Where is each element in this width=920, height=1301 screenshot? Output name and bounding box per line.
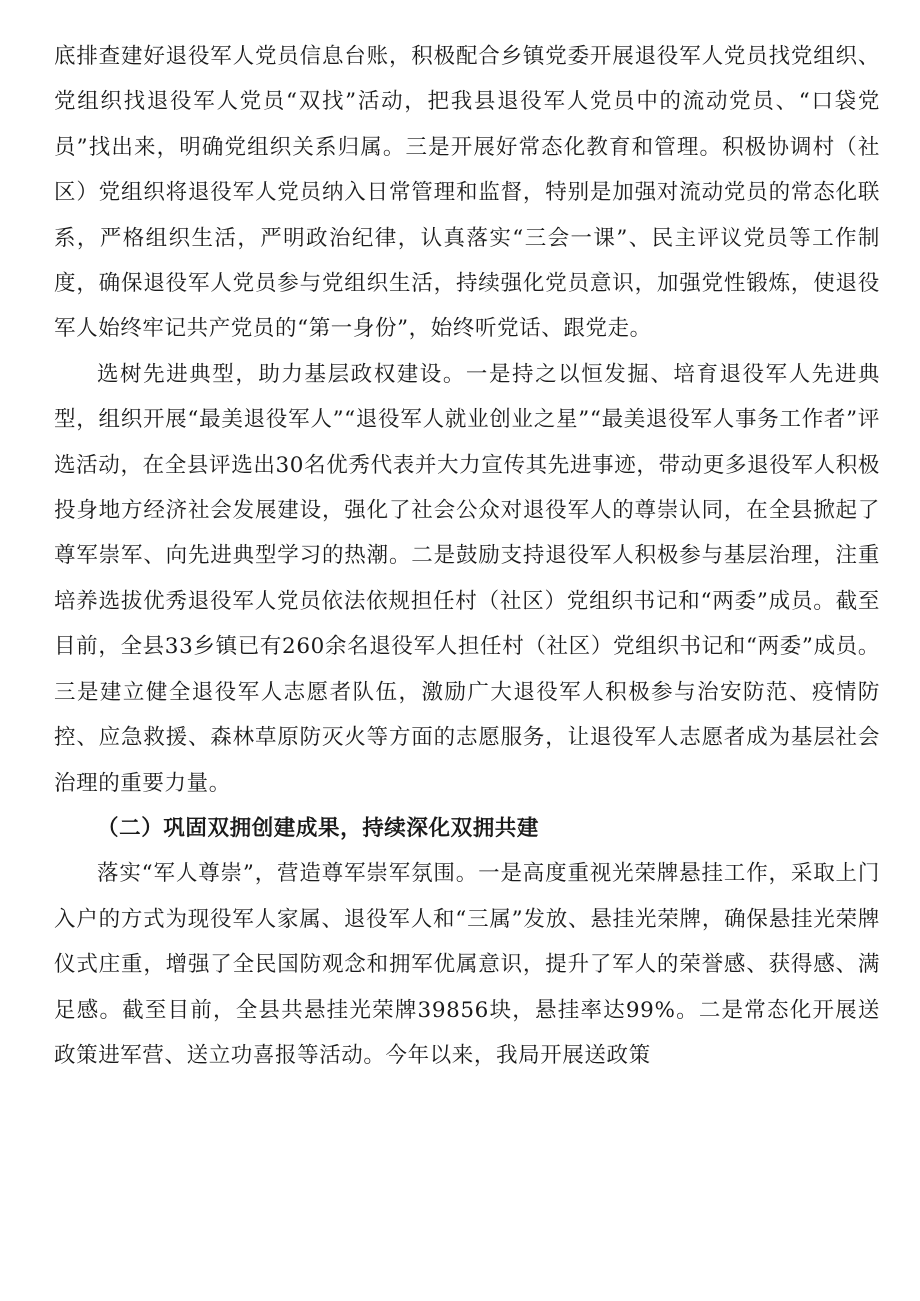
paragraph-military-honor: 落实“军人尊崇”，营造尊军崇军氛围。一是高度重视光荣牌悬挂工作，采取上门入户的方式为现役军人家属、退役军人和“三属”发放、悬挂光荣牌，确保悬挂光荣牌仪式庄重，增强了全民国防观念和拥军优属意识，提升了军人的荣誉感、获得感、满足感。截至目前，全县共悬挂光荣牌39856块，悬挂率达99%。二是常态化开展送政策进军营、送立功喜报等活动。今年以来，我局开展送政策 [54, 861, 880, 1068]
paragraph-party-member-management: 底排查建好退役军人党员信息台账，积极配合乡镇党委开展退役军人党员找党组织、党组织找退役军人党员“双找”活动，把我县退役军人党员中的流动党员、“口袋党员”找出来，明确党组织关系归属。三是开展好常态化教育和管理。积极协调村（社区）党组织将退役军人党员纳入日常管理和监督，特别是加强对流动党员的常态化联系，严格组织生活，严明政治纪律，认真落实“三会一课”、民主评议党员等工作制度，确保退役军人党员参与党组织生活，持续强化党员意识，加强党性锻炼，使退役军人始终牢记共产党员的“第一身份”，始终听党话、跟党走。 [54, 44, 880, 342]
section-heading: （二）巩固双拥创建成果，持续深化双拥共建 [97, 815, 540, 841]
paragraph-advanced-models: 选树先进典型，助力基层政权建设。一是持之以恒发掘、培育退役军人先进典型，组织开展“最美退役军人”“退役军人就业创业之星”“最美退役军人事务工作者”评选活动，在全县评选出30名优秀代表并大力宣传其先进事迹，带动更多退役军人积极投身地方经济社会发展建设，强化了社会公众对退役军人的尊崇认同，在全县掀起了尊军崇军、向先进典型学习的热潮。二是鼓励支持退役军人积极参与基层治理，注重培养选拔优秀退役军人党员依法依规担任村（社区）党组织书记和“两委”成员。截至目前，全县33乡镇已有260余名退役军人担任村（社区）党组织书记和“两委”成员。三是建立健全退役军人志愿者队伍，激励广大退役军人积极参与治安防范、疫情防控、应急救援、森林草原防灭火等方面的志愿服务，让退役军人志愿者成为基层社会治理的重要力量。 [54, 361, 880, 796]
